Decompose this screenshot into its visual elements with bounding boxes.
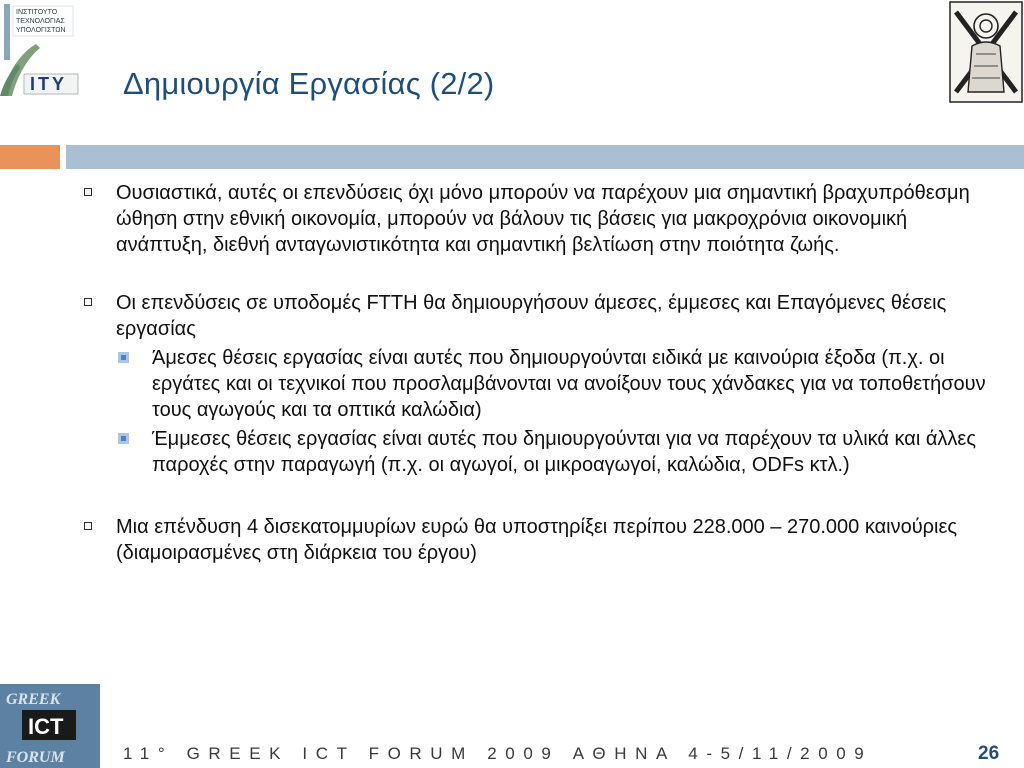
bullet-item: [80, 290, 995, 342]
page-title: Δημιουργία Εργασίας (2/2): [123, 66, 495, 101]
filled-square-bullet-icon: [118, 433, 129, 444]
logo-line-3: ΥΠΟΛΟΓΙΣΤΩΝ: [16, 27, 66, 34]
page-number: 26: [978, 743, 1000, 764]
sub-bullet-text: Άμεσες θέσεις εργασίας είναι αυτές που δημιουργούνται ειδικά με καινούρια έξοδα (π.χ. οι εργάτες και οι τεχνικοί που προσλαμβάνονται να ανοίξουν τους χάνδακες για να τοποθετήσουν τους αγωγούς και τα οπτικά καλώδια): [152, 347, 986, 421]
bullet-text: Μια επένδυση 4 δισεκατομμυρίων ευρώ θα υποστηρίξει περίπου 228.000 – 270.000 καινούριες (διαμοιρασμένες στη διάρκεια του έργου): [116, 516, 958, 564]
header-band-blue: [66, 145, 1024, 169]
logo-word-ict: ICT: [28, 714, 64, 739]
greek-ict-forum-logo: [0, 684, 100, 768]
sub-bullet-item: [116, 426, 995, 478]
logo-line-2: ΤΕΧΝΟΛΟΓΙΑΣ: [16, 18, 65, 25]
bullet-item: [80, 514, 995, 566]
header-band-orange: [0, 145, 60, 169]
square-bullet-icon: [84, 298, 92, 306]
logo-line-1: ΙΝΣΤΙΤΟΥΤΟ: [16, 9, 58, 16]
filled-square-bullet-icon: [118, 352, 129, 363]
bullet-item: [80, 180, 995, 258]
sub-bullet-item: [116, 345, 995, 423]
bullet-text: Ουσιαστικά, αυτές οι επενδύσεις όχι μόνο μπορούν να παρέχουν μια σημαντική βραχυπρόθεσμη ώθηση στην εθνική οικονομία, μπορούν να βάλουν τις βάσεις για μακροχρόνια οικονομική ανάπτυξη, διεθνή ανταγωνιστικότητα και σημαντική βελτίωση στην ποιότητα ζωής.: [116, 182, 970, 256]
footer-text: 11° GREEK ICT FORUM 2009 ΑΘΗΝΑ 4-5/11/2009: [123, 744, 873, 763]
sub-bullet-text: Έμμεσες θέσεις εργασίας είναι αυτές που δημιουργούνται για να παρέχουν τα υλικά και άλλες παροχές στην παραγωγή (π.χ. οι αγωγοί, οι μικροαγωγοί, καλώδια, ODFs κτλ.): [152, 428, 976, 476]
square-bullet-icon: [84, 188, 92, 196]
ity-logo: [0, 0, 82, 98]
square-bullet-icon: [84, 522, 92, 530]
saint-andrew-emblem-icon: [948, 0, 1024, 104]
slide-content: [80, 180, 995, 566]
bullet-text: Οι επενδύσεις σε υποδομές FTTH θα δημιουργήσουν άμεσες, έμμεσες και Επαγόμενες θέσεις εργασίας: [116, 292, 947, 340]
logo-word-forum: FORUM: [6, 749, 65, 766]
logo-word-greek: GREEK: [6, 691, 61, 708]
logo-word: ΙΤΥ: [30, 74, 68, 94]
